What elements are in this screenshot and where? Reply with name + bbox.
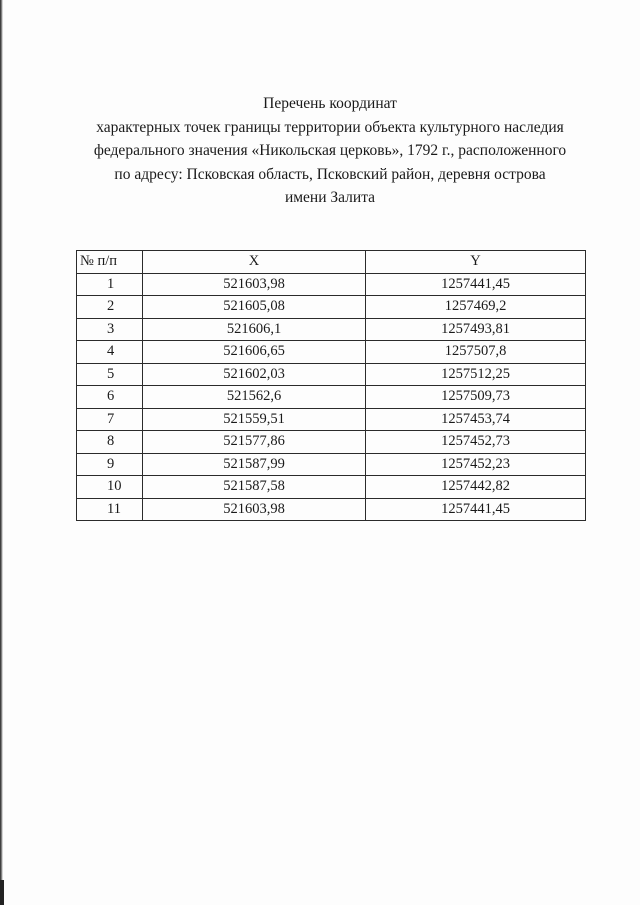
cell-y: 1257453,74 [366, 408, 586, 431]
table-row [77, 476, 586, 499]
title-line: по адресу: Псковская область, Псковский район, деревня острова [114, 165, 546, 183]
cell-y: 1257507,8 [366, 341, 586, 364]
cell-number: 2 [77, 296, 143, 319]
table-header-row [77, 251, 586, 274]
cell-number: 11 [77, 498, 143, 521]
cell-y: 1257452,23 [366, 453, 586, 476]
cell-x: 521606,65 [143, 341, 366, 364]
header-x: X [143, 251, 366, 274]
cell-y: 1257509,73 [366, 386, 586, 409]
table-row [77, 341, 586, 364]
cell-x: 521606,1 [143, 318, 366, 341]
cell-number: 10 [77, 476, 143, 499]
cell-y: 1257441,45 [366, 273, 586, 296]
table-row [77, 318, 586, 341]
table-row [77, 296, 586, 319]
cell-x: 521559,51 [143, 408, 366, 431]
cell-number: 7 [77, 408, 143, 431]
cell-number: 4 [77, 341, 143, 364]
table-row [77, 498, 586, 521]
cell-x: 521562,6 [143, 386, 366, 409]
cell-y: 1257512,25 [366, 363, 586, 386]
cell-x: 521587,99 [143, 453, 366, 476]
coordinates-table [76, 250, 586, 521]
cell-y: 1257469,2 [366, 296, 586, 319]
table-row [77, 431, 586, 454]
cell-x: 521587,58 [143, 476, 366, 499]
scan-edge-shadow [0, 0, 3, 905]
document-title [60, 92, 600, 210]
cell-number: 1 [77, 273, 143, 296]
cell-x: 521603,98 [143, 273, 366, 296]
cell-number: 5 [77, 363, 143, 386]
cell-number: 9 [77, 453, 143, 476]
title-line: федерального значения «Никольская церковь», 1792 г., расположенного [93, 142, 567, 159]
table-row [77, 386, 586, 409]
cell-number: 3 [77, 318, 143, 341]
cell-y: 1257441,45 [366, 498, 586, 521]
header-y: Y [366, 251, 586, 274]
table-row [77, 408, 586, 431]
cell-y: 1257493,81 [366, 318, 586, 341]
title-line: имени Залита [284, 189, 376, 206]
table-row [77, 363, 586, 386]
cell-x: 521577,86 [143, 431, 366, 454]
cell-x: 521605,08 [143, 296, 366, 319]
scan-edge-mark [0, 880, 4, 905]
cell-y: 1257452,73 [366, 431, 586, 454]
cell-number: 6 [77, 386, 143, 409]
cell-x: 521603,98 [143, 498, 366, 521]
header-number: № п/п [77, 251, 143, 274]
title-line: характерных точек границы территории объекта культурного наследия [96, 118, 564, 136]
table-row [77, 273, 586, 296]
title-line: Перечень координат [263, 95, 397, 112]
table-row [77, 453, 586, 476]
cell-x: 521602,03 [143, 363, 366, 386]
cell-number: 8 [77, 431, 143, 454]
cell-y: 1257442,82 [366, 476, 586, 499]
